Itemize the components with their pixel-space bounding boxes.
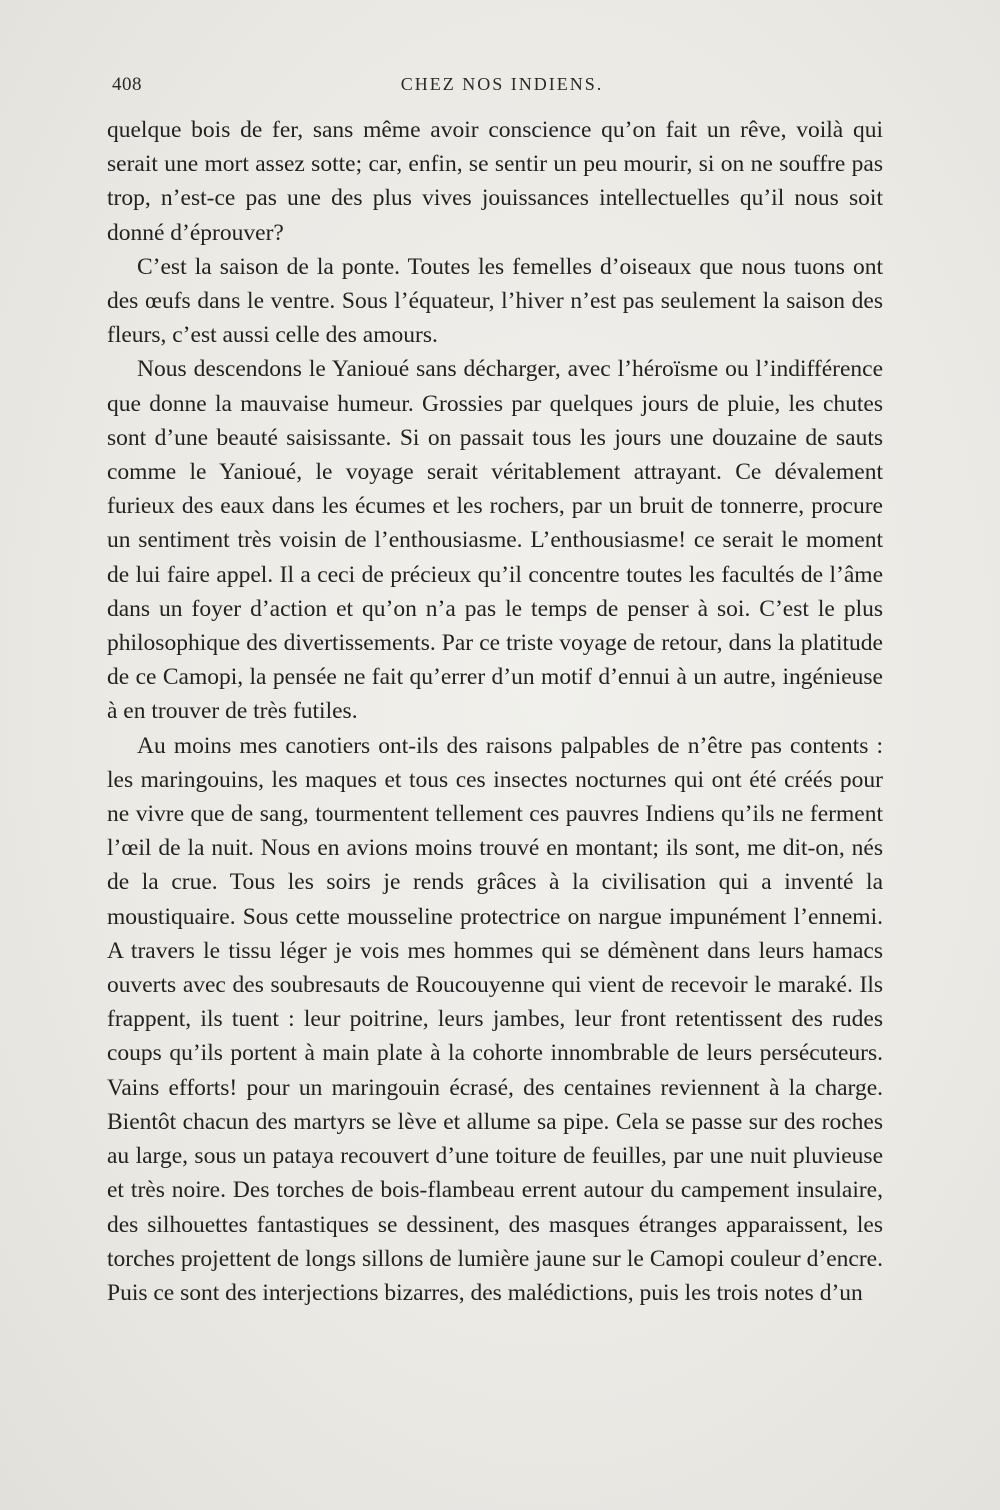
page-number: 408 bbox=[112, 74, 142, 95]
paragraph-continued: quelque bois de fer, sans même avoir conscience qu’on fait un rêve, voilà qui serait une mort assez sotte; car, enfin, se sentir un peu mourir, si on ne souffre pas trop, n’est-ce pas une des plus vives jouissances intellectuelles qu’il nous soit donné d’éprouver? bbox=[107, 117, 883, 246]
paragraph: Au moins mes canotiers ont-ils des raisons palpables de n’être pas contents : les maringouins, les maques et tous ces insectes nocturnes qui ont été créés pour ne vivre que de sang, tourmentent tellement ces pauvres Indiens qu’ils ne ferment l’œil de la nuit. Nous en avions moins trouvé en montant; ils sont, me dit-on, nés de la crue. Tous les soirs je rends grâces à la civilisation qui a inventé la moustiquaire. Sous cette mousseline protectrice on nargue impunément l’ennemi. A travers le tissu léger je vois mes hommes qui se démènent dans leurs hamacs ouverts avec des soubresauts de Roucouyenne qui vient de recevoir le maraké. Ils frappent, ils tuent : leur poitrine, leurs jambes, leur front retentissent des rudes coups qu’ils portent à main plate à la cohorte innombrable de leurs persécuteurs. Vains efforts! pour un maringouin écrasé, des centaines reviennent à la charge. Bientôt chacun des martyrs se lève et allume sa pipe. Cela se passe sur des roches au large, sous un pataya recouvert d’une toiture de feuilles, par une nuit pluvieuse et très noire. Des torches de bois-flambeau errent autour du campement insulaire, des silhouettes fantastiques se dessinent, des masques étranges apparaissent, les torches projettent de longs sillons de lumière jaune sur le Camopi couleur d’encre. Puis ce sont des interjections bizarres, des malédictions, puis les trois notes d’un bbox=[107, 732, 883, 1306]
body-text bbox=[107, 113, 883, 1310]
paragraph: Nous descendons le Yanioué sans décharger, avec l’héroïsme ou l’indifférence que donne la mauvaise humeur. Grossies par quelques jours de pluie, les chutes sont d’une beauté saisissante. Si on passait tous les jours une douzaine de sauts comme le Yanioué, le voyage serait véritablement attrayant. Ce dévalement furieux des eaux dans les écumes et les rochers, par un bruit de tonnerre, procure un sentiment très voisin de l’enthousiasme. L’enthousiasme! ce serait le moment de lui faire appel. Il a ceci de précieux qu’il concentre toutes les facultés de l’âme dans un foyer d’action et qu’on n’a pas le temps de penser à soi. C’est le plus philosophique des divertissements. Par ce triste voyage de retour, dans la platitude de ce Camopi, la pensée ne fait qu’errer d’un motif d’ennui à un autre, ingénieuse à en trouver de très futiles. bbox=[107, 356, 883, 725]
paragraph: C’est la saison de la ponte. Toutes les femelles d’oiseaux que nous tuons ont des œufs dans le ventre. Sous l’équateur, l’hiver n’est pas seulement la saison des fleurs, c’est aussi celle des amours. bbox=[107, 253, 883, 349]
running-title: CHEZ NOS INDIENS. bbox=[400, 74, 604, 94]
page-header bbox=[112, 74, 892, 104]
